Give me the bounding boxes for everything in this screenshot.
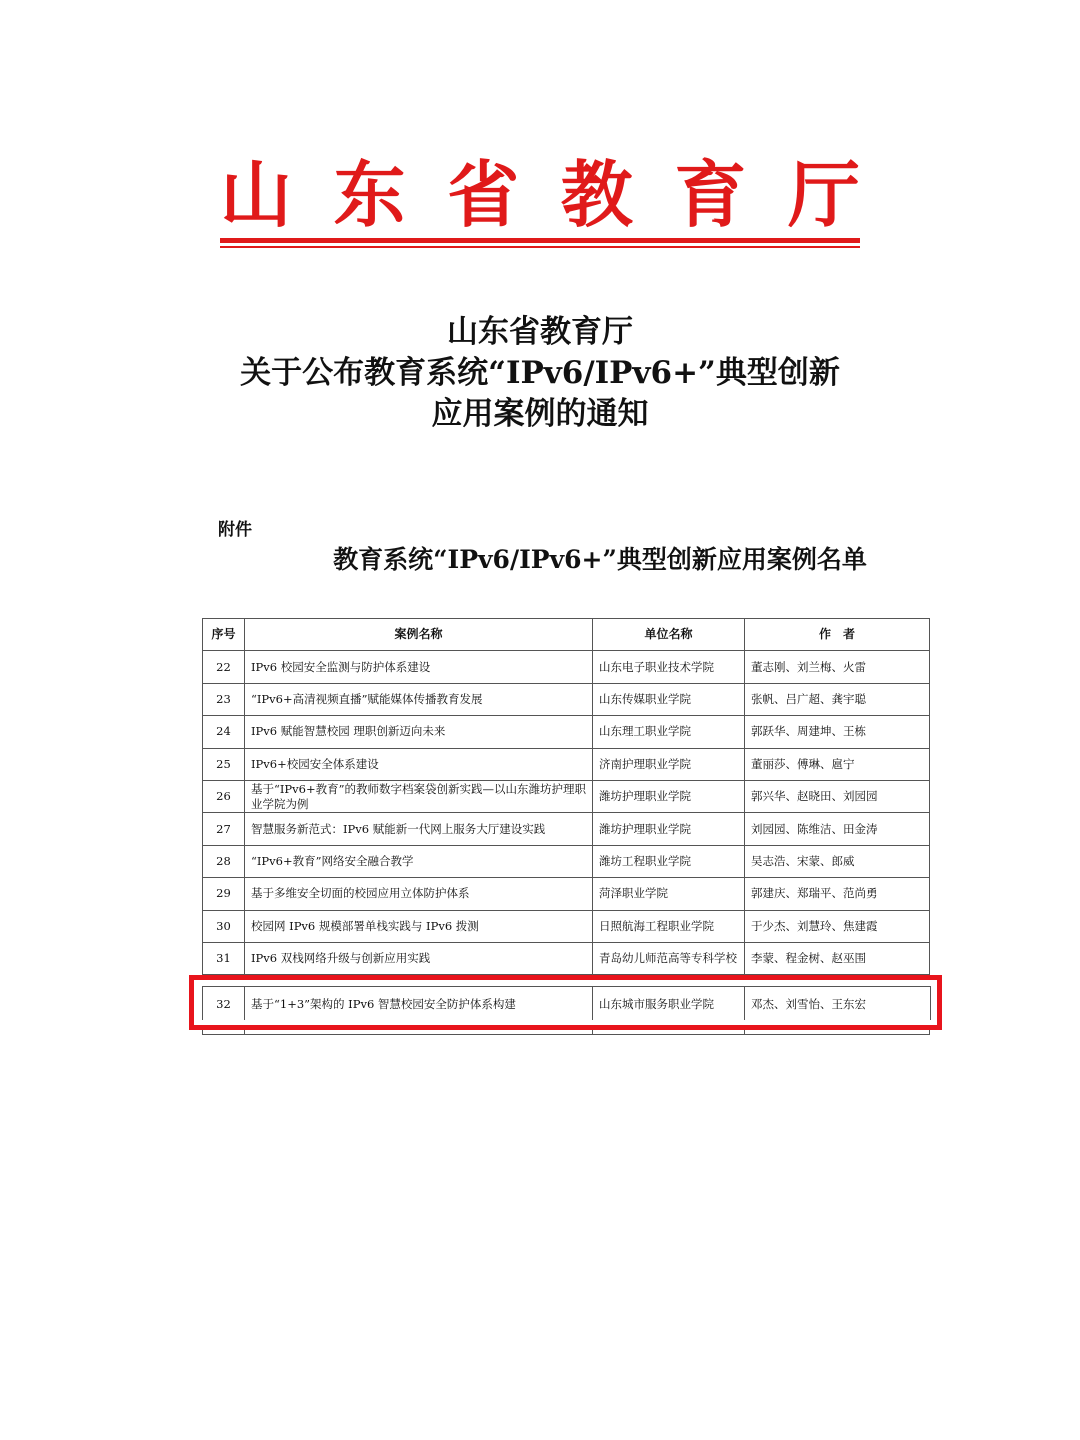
case-table — [202, 618, 930, 1035]
row-authors: 郭建庆、郑瑞平、范尚勇 — [745, 878, 930, 910]
highlighted-table-row — [202, 986, 931, 1020]
row-authors: 吴志浩、宋蒙、郎威 — [745, 845, 930, 877]
table-row — [203, 845, 930, 877]
org-name-char: 教 — [560, 152, 633, 237]
row-unit: 日照航海工程职业学院 — [593, 910, 745, 942]
table-row — [203, 780, 930, 812]
table-row — [203, 910, 930, 942]
row-case-name: 校园网 IPv6 规模部署单栈实践与 IPv6 拨测 — [245, 910, 593, 942]
table-header-row — [203, 619, 930, 651]
row-case-name: IPv6 校园安全监测与防护体系建设 — [245, 651, 593, 683]
org-name-char: 厅 — [787, 152, 860, 237]
row-case-name: 智慧服务新范式：IPv6 赋能新一代网上服务大厅建设实践 — [245, 813, 593, 845]
row-unit: 山东理工职业学院 — [593, 716, 745, 748]
row-number: 23 — [203, 683, 245, 715]
row-case-name: IPv6+校园安全体系建设 — [245, 748, 593, 780]
row-case-name: IPv6 双栈网络升级与创新应用实践 — [245, 942, 593, 974]
row-number: 27 — [203, 813, 245, 845]
org-name-char: 省 — [447, 152, 520, 237]
highlighted-row-authors: 邓杰、刘雪怡、王东宏 — [751, 996, 866, 1011]
row-authors: 郭跃华、周建坤、王栋 — [745, 716, 930, 748]
row-unit: 青岛幼儿师范高等专科学校 — [593, 942, 745, 974]
org-name-char: 山 — [220, 152, 293, 237]
row-authors: 张帆、吕广超、龚宇聪 — [745, 683, 930, 715]
row-unit: 山东电子职业技术学院 — [593, 651, 745, 683]
letterhead — [220, 150, 860, 250]
row-number: 25 — [203, 748, 245, 780]
row-number: 24 — [203, 716, 245, 748]
column-header-authors: 作 者 — [745, 619, 930, 651]
highlighted-row-case-name: 基于“1+3”架构的 IPv6 智慧校园安全防护体系构建 — [245, 987, 593, 1020]
notice-title-line: 关于公布教育系统“IPv6/IPv6+”典型创新 — [240, 355, 840, 391]
issuing-org-name — [220, 152, 860, 237]
row-number: 22 — [203, 651, 245, 683]
row-case-name: IPv6 赋能智慧校园 理职创新迈向未来 — [245, 716, 593, 748]
table-row — [203, 651, 930, 683]
row-number: 31 — [203, 942, 245, 974]
table-row — [203, 813, 930, 845]
notice-title-line: 应用案例的通知 — [431, 396, 649, 432]
column-header-number: 序号 — [203, 619, 245, 651]
list-title: 教育系统“IPv6/IPv6+”典型创新应用案例名单 — [333, 545, 867, 574]
row-authors: 李蒙、程金树、赵巫围 — [745, 942, 930, 974]
org-name-char: 东 — [333, 152, 406, 237]
row-authors: 于少杰、刘慧玲、焦建霞 — [745, 910, 930, 942]
row-number: 30 — [203, 910, 245, 942]
row-unit: 济南护理职业学院 — [593, 748, 745, 780]
row-authors: 刘园园、陈维洁、田金涛 — [745, 813, 930, 845]
row-case-name: 基于多维安全切面的校园应用立体防护体系 — [245, 878, 593, 910]
row-unit: 潍坊工程职业学院 — [593, 845, 745, 877]
row-unit: 潍坊护理职业学院 — [593, 813, 745, 845]
org-name-char: 育 — [674, 152, 747, 237]
highlighted-row-unit: 山东城市服务职业学院 — [593, 987, 745, 1020]
row-number: 28 — [203, 845, 245, 877]
row-authors: 郭兴华、赵晓田、刘园园 — [745, 780, 930, 812]
column-header-case-name: 案例名称 — [245, 619, 593, 651]
row-unit: 菏泽职业学院 — [593, 878, 745, 910]
table-row — [203, 748, 930, 780]
letterhead-divider-thin — [220, 246, 860, 248]
highlighted-row-number: 32 — [203, 987, 245, 1020]
table-row — [203, 942, 930, 974]
row-unit: 山东传媒职业学院 — [593, 683, 745, 715]
notice-title — [140, 312, 940, 435]
letterhead-divider-thick — [220, 238, 860, 243]
table-row — [203, 716, 930, 748]
table-row — [203, 878, 930, 910]
row-number: 26 — [203, 780, 245, 812]
table-row — [203, 683, 930, 715]
row-unit: 潍坊护理职业学院 — [593, 780, 745, 812]
row-number: 29 — [203, 878, 245, 910]
row-authors: 董丽莎、傅琳、扈宁 — [745, 748, 930, 780]
notice-title-line: 山东省教育厅 — [447, 314, 633, 350]
row-case-name: 基于“IPv6+教育”的教师数字档案袋创新实践—以山东潍坊护理职业学院为例 — [245, 780, 593, 812]
row-authors: 董志刚、刘兰梅、火雷 — [745, 651, 930, 683]
highlight-box — [189, 975, 942, 1030]
row-case-name: “IPv6+高清视频直播”赋能媒体传播教育发展 — [245, 683, 593, 715]
attachment-label: 附件 — [218, 520, 252, 540]
column-header-unit: 单位名称 — [593, 619, 745, 651]
row-case-name: “IPv6+教育”网络安全融合教学 — [245, 845, 593, 877]
